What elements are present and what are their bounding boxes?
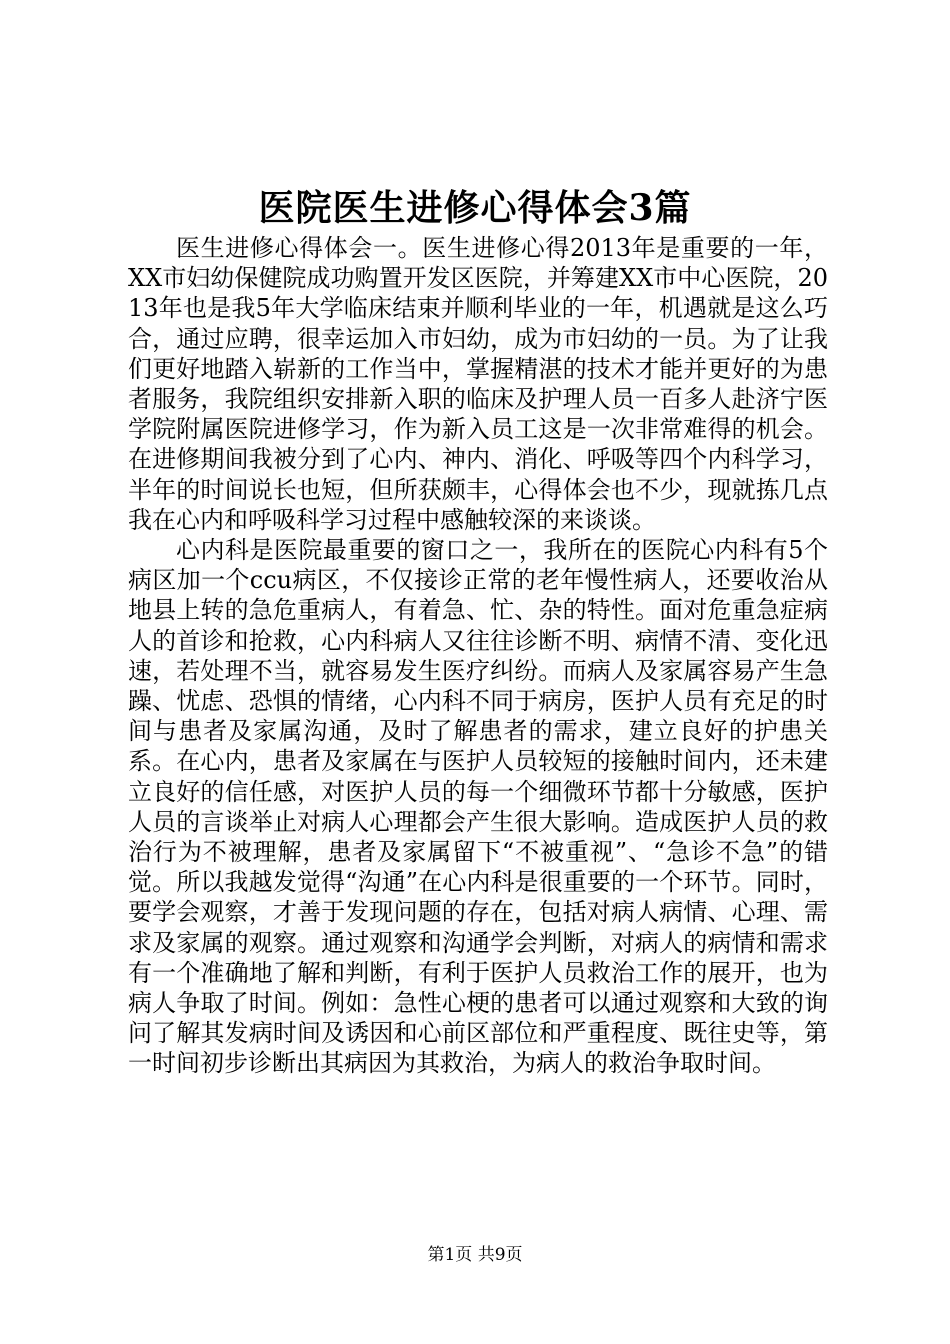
document-body bbox=[128, 233, 828, 1079]
page-number-footer: 第1页 共9页 bbox=[427, 1245, 523, 1265]
paragraph: 医生进修心得体会一。医生进修心得2013年是重要的一年，XX市妇幼保健院成功购置开发区医院，并筹建XX市中心医院，2013年也是我5年大学临床结束并顺利毕业的一年，机遇就是这么巧合，通过应聘，很幸运加入市妇幼，成为市妇幼的一员。为了让我们更好地踏入崭新的工作当中，掌握精湛的技术才能并更好的为患者服务，我院组织安排新入职的临床及护理人员一百多人赴济宁医学院附属医院进修学习，作为新入员工这是一次非常难得的机会。在进修期间我被分到了心内、神内、消化、呼吸等四个内科学习，半年的时间说长也短，但所获颇丰，心得体会也不少，现就拣几点我在心内和呼吸科学习过程中感触较深的来谈谈。 bbox=[128, 234, 828, 534]
paragraph: 心内科是医院最重要的窗口之一，我所在的医院心内科有5个病区加一个ccu病区，不仅接诊正常的老年慢性病人，还要收治从地县上转的急危重病人，有着急、忙、杂的特性。面对危重急症病人的首诊和抢救，心内科病人又往往诊断不明、病情不清、变化迅速，若处理不当，就容易发生医疗纠纷。而病人及家属容易产生急躁、忧虑、恐惧的情绪，心内科不同于病房，医护人员有充足的时间与患者及家属沟通，及时了解患者的需求，建立良好的护患关系。在心内，患者及家属在与医护人员较短的接触时间内，还未建立良好的信任感，对医护人员的每一个细微环节都十分敏感，医护人员的言谈举止对病人心理都会产生很大影响。造成医护人员的救治行为不被理解，患者及家属留下“不被重视”、“急诊不急”的错觉。所以我越发觉得“沟通”在心内科是很重要的一个环节。同时，要学会观察，才善于发现问题的存在，包括对病人病情、心理、需求及家属的观察。通过观察和沟通学会判断，对病人的病情和需求有一个准确地了解和判断，有利于医护人员救治工作的展开，也为病人争取了时间。例如：急性心梗的患者可以通过观察和大致的询问了解其发病时间及诱因和心前区部位和严重程度、既往史等，第一时间初步诊断出其病因为其救治，为病人的救治争取时间。 bbox=[128, 536, 828, 1078]
document-title: 医院医生进修心得体会3篇 bbox=[258, 187, 692, 229]
